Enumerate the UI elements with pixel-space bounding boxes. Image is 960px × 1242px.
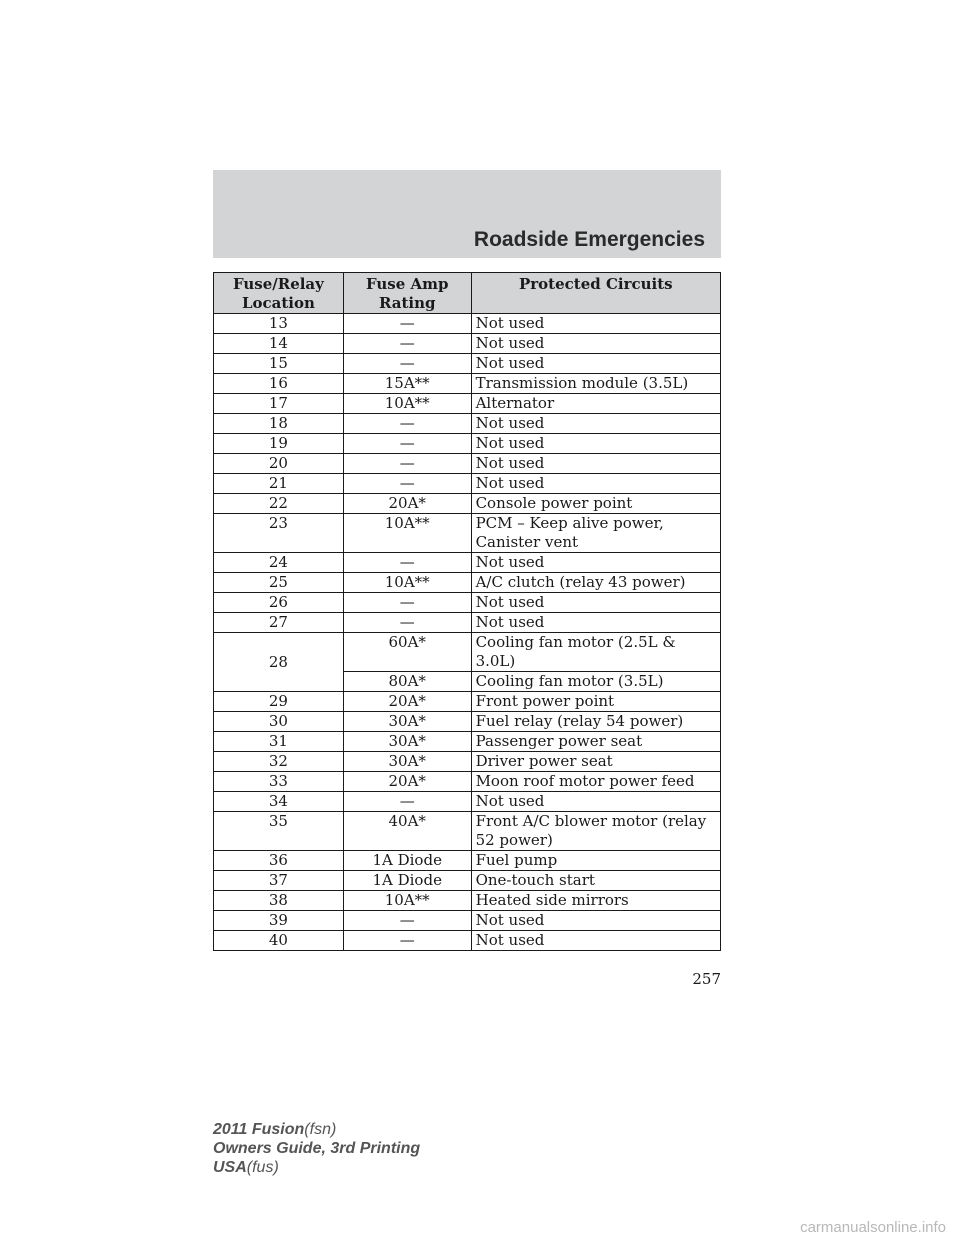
cell-protected-circuit: Cooling fan motor (3.5L) (471, 672, 720, 692)
table-row (214, 792, 721, 812)
cell-amp-rating: — (343, 931, 471, 951)
cell-amp-rating: — (343, 553, 471, 573)
cell-amp-rating: 10A** (343, 891, 471, 911)
cell-protected-circuit: Not used (471, 593, 720, 613)
table-row (214, 732, 721, 752)
column-header-location: Fuse/Relay Location (214, 273, 344, 314)
table-row (214, 434, 721, 454)
table-row (214, 613, 721, 633)
table-row (214, 692, 721, 712)
footer-region-code: (fus) (246, 1159, 279, 1176)
cell-location: 33 (214, 772, 344, 792)
table-row (214, 871, 721, 891)
cell-protected-circuit: Not used (471, 613, 720, 633)
cell-protected-circuit: Heated side mirrors (471, 891, 720, 911)
cell-amp-rating: 20A* (343, 494, 471, 514)
cell-amp-rating: — (343, 454, 471, 474)
cell-amp-rating: — (343, 474, 471, 494)
table-row (214, 911, 721, 931)
cell-location: 37 (214, 871, 344, 891)
cell-protected-circuit: Not used (471, 334, 720, 354)
watermark: carmanualsonline.info (800, 1219, 946, 1236)
cell-amp-rating: 30A* (343, 752, 471, 772)
column-header-amp-rating: Fuse Amp Rating (343, 273, 471, 314)
cell-protected-circuit: Transmission module (3.5L) (471, 374, 720, 394)
table-row (214, 514, 721, 553)
cell-protected-circuit: Alternator (471, 394, 720, 414)
table-row (214, 314, 721, 334)
table-row (214, 474, 721, 494)
footer-line-guide (213, 1139, 420, 1158)
cell-location: 24 (214, 553, 344, 573)
cell-protected-circuit: Not used (471, 314, 720, 334)
cell-location: 27 (214, 613, 344, 633)
footer-region: USA (213, 1159, 247, 1176)
footer-guide: Owners Guide, 3rd Printing (213, 1140, 421, 1157)
cell-amp-rating: 30A* (343, 712, 471, 732)
cell-protected-circuit: Not used (471, 792, 720, 812)
cell-location: 26 (214, 593, 344, 613)
table-row (214, 712, 721, 732)
table-row (214, 593, 721, 613)
table-row (214, 394, 721, 414)
cell-protected-circuit: Moon roof motor power feed (471, 772, 720, 792)
cell-protected-circuit: Fuel relay (relay 54 power) (471, 712, 720, 732)
cell-amp-rating: — (343, 414, 471, 434)
cell-protected-circuit: Passenger power seat (471, 732, 720, 752)
cell-location: 31 (214, 732, 344, 752)
cell-protected-circuit: Front power point (471, 692, 720, 712)
cell-location: 28 (214, 633, 344, 692)
cell-amp-rating: — (343, 314, 471, 334)
table-row (214, 891, 721, 911)
cell-location: 38 (214, 891, 344, 911)
table-row (214, 633, 721, 672)
cell-protected-circuit: Not used (471, 454, 720, 474)
footer-model-code: (fsn) (304, 1121, 337, 1138)
cell-amp-rating: 30A* (343, 732, 471, 752)
cell-amp-rating: 40A* (343, 812, 471, 851)
cell-location: 29 (214, 692, 344, 712)
cell-location: 34 (214, 792, 344, 812)
cell-amp-rating: — (343, 334, 471, 354)
table-row (214, 931, 721, 951)
cell-location: 19 (214, 434, 344, 454)
cell-amp-rating: 10A** (343, 573, 471, 593)
cell-location: 23 (214, 514, 344, 553)
page-number: 257 (692, 970, 721, 988)
table-row (214, 354, 721, 374)
cell-amp-rating: 1A Diode (343, 871, 471, 891)
cell-protected-circuit: Front A/C blower motor (relay 52 power) (471, 812, 720, 851)
cell-amp-rating: 20A* (343, 692, 471, 712)
cell-location: 25 (214, 573, 344, 593)
footer-imprint (213, 1120, 420, 1177)
table-row (214, 494, 721, 514)
cell-protected-circuit: Console power point (471, 494, 720, 514)
section-header-band (213, 170, 721, 258)
cell-location: 15 (214, 354, 344, 374)
footer-line-region (213, 1158, 420, 1177)
cell-amp-rating: 20A* (343, 772, 471, 792)
table-row (214, 812, 721, 851)
cell-amp-rating: 1A Diode (343, 851, 471, 871)
cell-protected-circuit: Not used (471, 414, 720, 434)
cell-amp-rating: 60A* (343, 633, 471, 672)
cell-location: 16 (214, 374, 344, 394)
table-row (214, 851, 721, 871)
cell-protected-circuit: Not used (471, 434, 720, 454)
cell-location: 30 (214, 712, 344, 732)
cell-protected-circuit: Driver power seat (471, 752, 720, 772)
cell-location: 36 (214, 851, 344, 871)
cell-amp-rating: — (343, 434, 471, 454)
cell-protected-circuit: One-touch start (471, 871, 720, 891)
cell-location: 40 (214, 931, 344, 951)
cell-amp-rating: 10A** (343, 514, 471, 553)
cell-location: 18 (214, 414, 344, 434)
cell-amp-rating: 15A** (343, 374, 471, 394)
cell-location: 39 (214, 911, 344, 931)
column-header-protected-circuits: Protected Circuits (471, 273, 720, 314)
cell-amp-rating: 10A** (343, 394, 471, 414)
table-row (214, 752, 721, 772)
cell-location: 32 (214, 752, 344, 772)
table-header-row (214, 273, 721, 314)
footer-model: 2011 Fusion (213, 1121, 305, 1138)
cell-location: 17 (214, 394, 344, 414)
cell-protected-circuit: Cooling fan motor (2.5L & 3.0L) (471, 633, 720, 672)
table-row (214, 414, 721, 434)
cell-amp-rating: — (343, 354, 471, 374)
cell-location: 21 (214, 474, 344, 494)
table-row (214, 454, 721, 474)
cell-amp-rating: — (343, 613, 471, 633)
cell-protected-circuit: Fuel pump (471, 851, 720, 871)
cell-protected-circuit: Not used (471, 354, 720, 374)
footer-line-model (213, 1120, 420, 1139)
cell-protected-circuit: Not used (471, 931, 720, 951)
cell-amp-rating: — (343, 911, 471, 931)
cell-location: 35 (214, 812, 344, 851)
cell-protected-circuit: Not used (471, 474, 720, 494)
cell-amp-rating: — (343, 593, 471, 613)
cell-location: 14 (214, 334, 344, 354)
table-row (214, 334, 721, 354)
cell-protected-circuit: PCM – Keep alive power, Canister vent (471, 514, 720, 553)
cell-location: 22 (214, 494, 344, 514)
cell-location: 13 (214, 314, 344, 334)
cell-protected-circuit: Not used (471, 553, 720, 573)
fuse-table (213, 272, 721, 951)
section-title: Roadside Emergencies (473, 228, 705, 251)
table-row (214, 374, 721, 394)
cell-protected-circuit: Not used (471, 911, 720, 931)
cell-amp-rating: 80A* (343, 672, 471, 692)
table-row (214, 553, 721, 573)
table-row (214, 573, 721, 593)
cell-amp-rating: — (343, 792, 471, 812)
cell-location: 20 (214, 454, 344, 474)
cell-protected-circuit: A/C clutch (relay 43 power) (471, 573, 720, 593)
table-row (214, 772, 721, 792)
